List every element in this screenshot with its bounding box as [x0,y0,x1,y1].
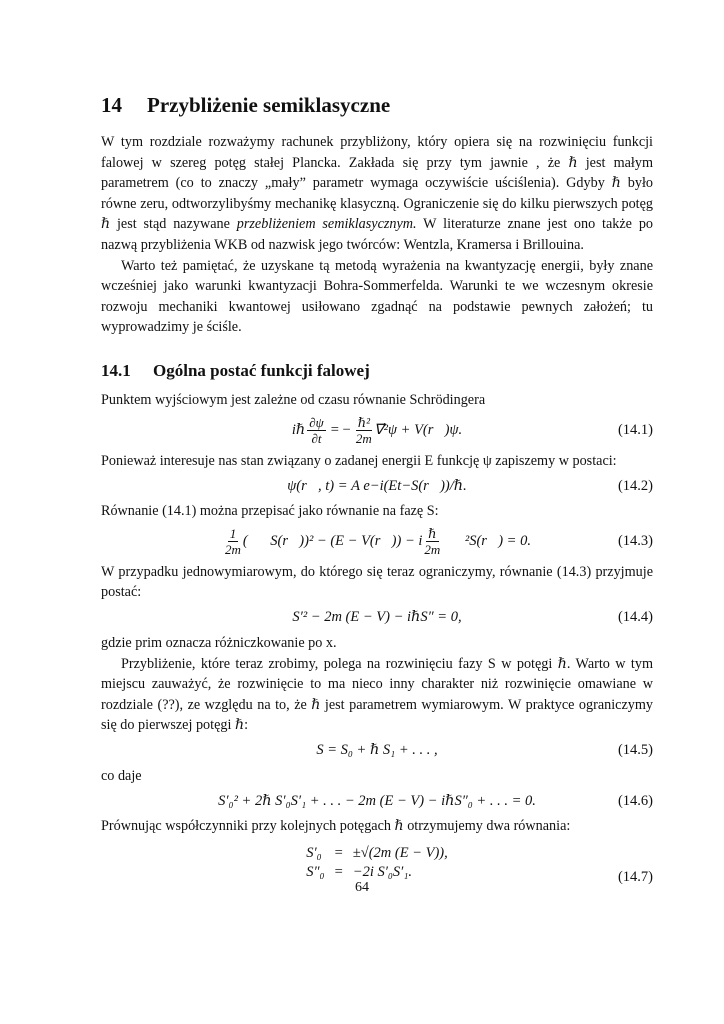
eq3-tag: (14.3) [617,533,653,550]
eq4-body: S′² − 2m (E − V) − iℏS″ = 0, [292,609,462,626]
intro-paragraph-1 [101,132,653,256]
equation-14-4 [101,603,653,633]
eq3-rhs: ∇⃗²S(r⃗) = 0. [442,533,531,550]
emphasis-term: przebliżeniem semiklasycznym. [236,216,417,233]
eq5-body: S = S₀ + ℏ S₁ + . . . , [316,742,438,759]
paragraph-start: Punktem wyjściowym jest zależne od czasu równanie Schrödingera [101,391,486,408]
paragraph-compare: Prównując współczynniki przy kolejnych potęgach ℏ otrzymujemy dwa równania: [101,818,571,835]
paragraph-phase: Równanie (14.1) można przepisać jako równanie na fazę S: [101,503,439,520]
equation-14-5 [101,736,653,766]
eq7-tag: (14.7) [617,869,653,886]
eq2-body: ψ(r⃗, t) = A e−i(Et−S(r⃗))/ℏ. [287,477,467,494]
eq3-fraction-1 [225,526,241,557]
subsection-number: 14.1 [101,360,131,380]
eq3-num2: ℏ [428,526,437,542]
intro-text-end: W literaturze znane jest ono także po nazwą przybliżenia WKB od nazwisk jego twórców: Wentzla, Kramersa i Brillouina. [101,216,654,253]
section-number: 14 [101,93,122,117]
paragraph-prim: gdzie prim oznacza różniczkowanie po x. [101,634,337,651]
paragraph-gives: co daje [101,767,142,784]
eq7-r2-lhs: S″₀ [306,864,325,881]
eq3-num1: 1 [229,526,237,542]
eq1-fraction-1 [307,415,326,446]
eq1-lhs: iℏ [291,422,306,439]
eq3-den2: 2m [424,542,441,558]
paragraph-approx: Przybliżenie, które teraz zrobimy, polega na rozwinięciu fazy S w potęgi ℏ. Warto w tym miejscu zauważyć, że rozwinięcie to ma nieco inny charakter niż rozwinięcie omawiane w rozdziale (??), ze względu na to, że ℏ jest parametrem wymiarowym. W praktyce ograniczymy się do pierwszej potęgi ℏ: [101,655,653,734]
page-number: 64 [355,880,369,895]
equation-14-1 [101,411,653,451]
eq1-den2: 2m [355,431,372,447]
eq3-mid: (∇⃗S(r⃗))² − (E − V(r⃗)) − i [242,533,423,550]
eq6-body: S′₀² + 2ℏ S′₀S′₁ + . . . − 2m (E − V) − iℏS″₀ + . . . = 0. [218,792,536,809]
eq7-r1-op: = [334,845,343,862]
section-title: Przybliżenie semiklasyczne [147,93,391,117]
eq7-r2-op: = [334,864,343,881]
section-heading [101,92,653,118]
eq7-system [306,845,447,881]
intro-text: W tym rozdziale rozważymy rachunek przybliżony, który opiera się na rozwinięciu funkcji falowej w szereg potęg stałej Plancka. Zakłada się przy tym jawnie , że ℏ jest małym parametrem (co to znaczy „mały” parametr wymaga oczywiście uściślenia). Gdyby ℏ było równe zeru, odtworzylibyśmy mechanikę klasyczną. Ograniczenie się do kilku pierwszych potęg ℏ jest stąd nazywane [101,134,653,233]
eq3-fraction-2 [424,526,440,557]
eq7-r2-rhs: −2i S′₀S′₁. [352,864,413,881]
paragraph-one-dim: W przypadku jednowymiarowym, do którego się teraz ograniczymy, równanie (14.3) przyjmuje postać: [101,563,653,601]
subsection-heading [101,360,653,382]
eq1-num1: ∂ψ [309,415,324,431]
eq2-tag: (14.2) [617,477,653,494]
eq3-den1: 2m [225,542,241,558]
eq1-rhs: ∇⃗²ψ + V(r⃗)ψ. [373,422,463,439]
subsection-title: Ogólna postać funkcji falowej [153,360,370,380]
eq5-tag: (14.5) [617,742,653,759]
paragraph-stationary: Ponieważ interesuje nas stan związany o zadanej energii E funkcję ψ zapiszemy w postaci: [101,452,617,469]
eq1-den1: ∂t [311,431,322,447]
eq1-tag: (14.1) [617,422,653,439]
equation-14-3 [101,522,653,562]
eq1-fraction-2 [356,415,372,446]
page-body [101,92,653,889]
eq6-tag: (14.6) [617,792,653,809]
eq7-r1-lhs: S′₀ [306,845,322,862]
eq4-tag: (14.4) [617,609,653,626]
eq1-mid: = − [330,422,351,439]
eq7-r1-rhs: ±√(2m (E − V)), [352,845,448,862]
equation-14-6 [101,786,653,816]
intro-paragraph-2: Warto też pamiętać, że uzyskane tą metodą wyrażenia na kwantyzację energii, były znane wcześniej jako warunki kwantyzacji Bohra-Sommerfelda. Warunki te we wczesnym okresie rozwoju mechaniki kwantowej usiłowano zgadnąć na podstawie pewnych założeń; tu wyprowadzimy je ściśle. [101,257,653,336]
eq1-num2: ℏ² [357,415,370,431]
equation-14-2 [101,471,653,501]
